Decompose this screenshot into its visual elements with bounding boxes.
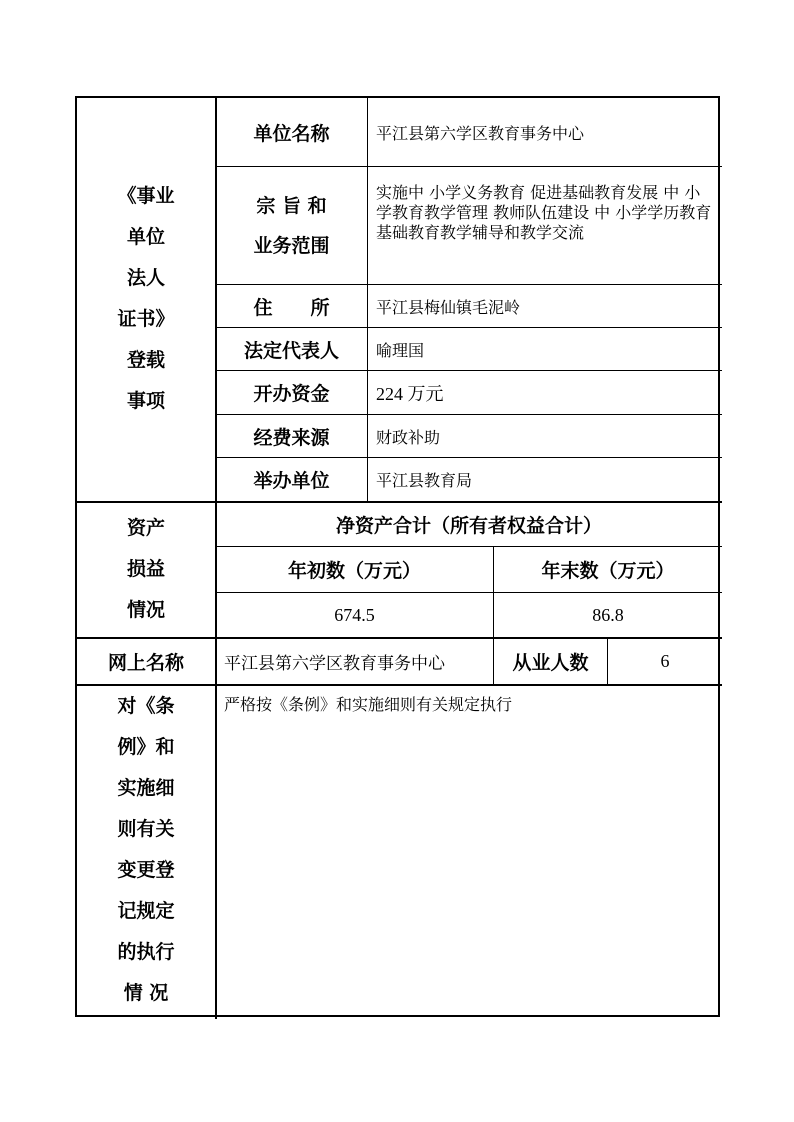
assets-label-line: 情况 [126, 599, 165, 621]
funding-source-label: 经费来源 [253, 426, 330, 449]
purpose-label [216, 167, 367, 284]
net-assets-header: 净资产合计（所有者权益合计） [335, 515, 602, 537]
registration-label-line: 法人 [126, 267, 165, 289]
staff-count-label: 从业人数 [512, 652, 589, 674]
compliance-label-line: 对《条 [117, 695, 175, 717]
annual-report-table [75, 96, 720, 1017]
funding-source-value: 财政补助 [376, 427, 441, 447]
online-name-label: 网上名称 [107, 652, 184, 674]
end-year-header: 年末数（万元） [541, 560, 675, 582]
compliance-label-line: 则有关 [117, 818, 175, 840]
registration-label-line: 证书》 [117, 308, 175, 330]
assets-section-label [77, 508, 215, 636]
legal-representative-value: 喻理国 [376, 340, 425, 360]
compliance-label-line: 变更登 [117, 859, 175, 881]
purpose-label-line: 业务范围 [253, 234, 330, 257]
purpose-label-line: 宗 旨 和 [256, 194, 327, 217]
sponsor-value: 平江县教育局 [376, 471, 473, 490]
end-year-value: 86.8 [592, 604, 624, 625]
capital-value: 224 万元 [376, 383, 444, 404]
compliance-label [77, 686, 215, 1019]
compliance-label-line: 实施细 [117, 777, 175, 799]
registration-label-line: 事项 [126, 390, 165, 412]
assets-label-line: 损益 [126, 558, 165, 580]
compliance-label-line: 的执行 [117, 941, 175, 963]
compliance-label-line: 情 况 [123, 982, 169, 1004]
address-value: 平江县梅仙镇毛泥岭 [376, 297, 521, 317]
online-name-value: 平江县第六学区教育事务中心 [224, 654, 445, 674]
address-label: 住 所 [253, 296, 330, 319]
staff-count-value: 6 [660, 651, 670, 671]
registration-label-line: 单位 [126, 226, 165, 248]
capital-label: 开办资金 [253, 383, 330, 405]
registration-label-line: 《事业 [117, 185, 175, 207]
assets-label-line: 资产 [126, 517, 165, 539]
registration-section-label [77, 176, 215, 476]
compliance-label-line: 例》和 [117, 736, 175, 758]
unit-name-label: 单位名称 [253, 122, 330, 145]
legal-representative-label: 法定代表人 [243, 339, 339, 362]
begin-year-value: 674.5 [334, 604, 375, 625]
begin-year-header: 年初数（万元） [287, 560, 421, 582]
unit-name-value: 平江县第六学区教育事务中心 [376, 123, 585, 143]
purpose-value: 实施中 小学义务教育 促进基础教育发展 中 小学教育教学管理 教师队伍建设 中 小学学历教育 基础教育教学辅导和教学交流 [376, 183, 712, 242]
registration-label-line: 登载 [126, 349, 165, 371]
compliance-label-line: 记规定 [117, 900, 175, 922]
compliance-value: 严格按《条例》和实施细则有关规定执行 [224, 695, 513, 714]
sponsor-label: 举办单位 [253, 470, 330, 492]
